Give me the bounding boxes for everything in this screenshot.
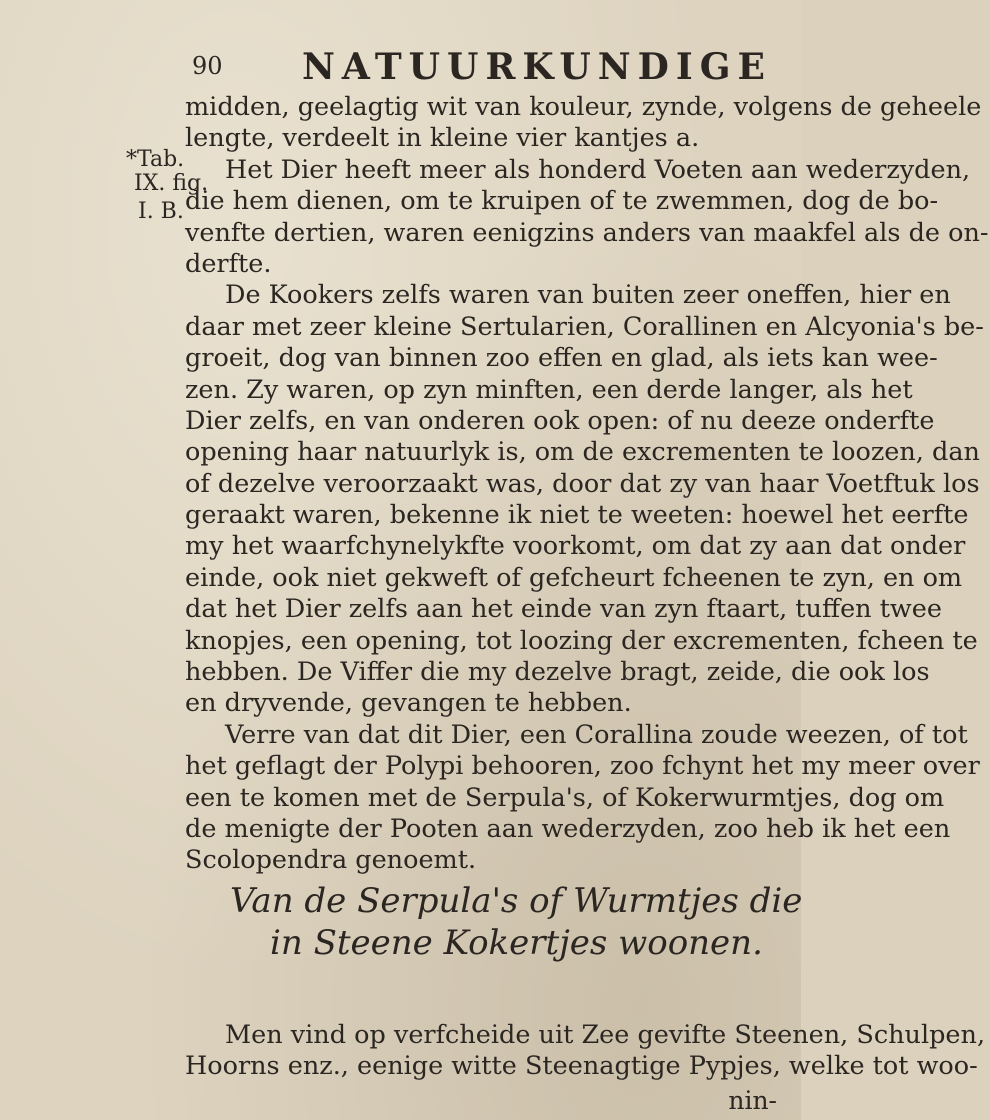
text-line: of dezelve veroorzaakt was, door dat zy van haar Voetftuk los xyxy=(185,468,980,499)
text-line: midden, geelagtig wit van kouleur, zynde, volgens de geheele xyxy=(185,92,982,122)
text-line: de menigte der Pooten aan wederzyden, zoo heb ik het een xyxy=(185,813,951,844)
margin-note-line: IX. fig. xyxy=(134,171,209,196)
text-line: einde, ook niet gekweft of gefcheurt fcheenen te zyn, en om xyxy=(185,562,963,593)
section-title-line: in Steene Kokertjes woonen. xyxy=(270,923,763,963)
section-title-line: Van de Serpula's of Wurmtjes die xyxy=(230,881,803,921)
text-line: het geflagt der Polypi behooren, zoo fchynt het my meer over xyxy=(185,751,980,782)
running-title: NATUURKUNDIGE xyxy=(302,46,772,88)
text-line: derfte. xyxy=(185,248,272,279)
running-head xyxy=(190,46,772,90)
text-line: hebben. De Viffer die my dezelve bragt, zeide, die ook los xyxy=(185,657,930,688)
text-line: knopjes, een opening, tot loozing der excrementen, fcheen te xyxy=(185,625,978,656)
text-line: geraakt waren, bekenne ik niet te weeten: hoewel het eerfte xyxy=(185,500,969,531)
text-line: opening haar natuurlyk is, om de excrementen te loozen, dan xyxy=(185,437,980,468)
text-line: en dryvende, gevangen te hebben. xyxy=(185,688,632,719)
text-line: De Kookers zelfs waren van buiten zeer oneffen, hier en xyxy=(225,280,951,311)
text-line: dat het Dier zelfs aan het einde van zyn ftaart, tuffen twee xyxy=(185,594,942,625)
text-line: zen. Zy waren, op zyn minften, een derde langer, als het xyxy=(185,374,913,405)
text-line: Dier zelfs, en van onderen ook open: of nu deeze onderfte xyxy=(185,405,935,436)
margin-note-line: *Tab. xyxy=(126,147,185,172)
text-line: daar met zeer kleine Sertularien, Corallinen en Alcyonia's be- xyxy=(185,311,984,342)
text-line: die hem dienen, om te kruipen of te zwemmen, dog de bo- xyxy=(185,186,939,217)
text-line: groeit, dog van binnen zoo effen en glad, als iets kan wee- xyxy=(185,343,938,374)
text-line: Scolopendra genoemt. xyxy=(185,845,477,876)
text-line: my het waarfchynelykfte voorkomt, om dat zy aan dat onder xyxy=(185,531,966,562)
body-text xyxy=(185,92,989,877)
margin-note-line: I. B. xyxy=(138,199,184,224)
text-line: Het Dier heeft meer als honderd Voeten aan wederzyden, xyxy=(225,154,971,185)
text-line: Verre van dat dit Dier, een Corallina zoude weezen, of tot xyxy=(225,719,968,750)
section-title xyxy=(230,880,803,964)
text-line: een te komen met de Serpula's, of Kokerwurmtjes, dog om xyxy=(185,782,945,813)
text-line: Men vind op verfcheide uit Zee gevifte Steenen, Schulpen, xyxy=(225,1020,986,1050)
text-line: lengte, verdeelt in kleine vier kantjes a. xyxy=(185,123,700,154)
catchword: nin- xyxy=(728,1086,777,1115)
page-number: 90 xyxy=(192,52,223,80)
body-text-continued xyxy=(185,1020,986,1083)
text-line: venfte dertien, waren eenigzins anders van maakfel als de on- xyxy=(185,217,989,248)
text-line: Hoorns enz., eenige witte Steenagtige Pypjes, welke tot woo- xyxy=(185,1051,978,1082)
